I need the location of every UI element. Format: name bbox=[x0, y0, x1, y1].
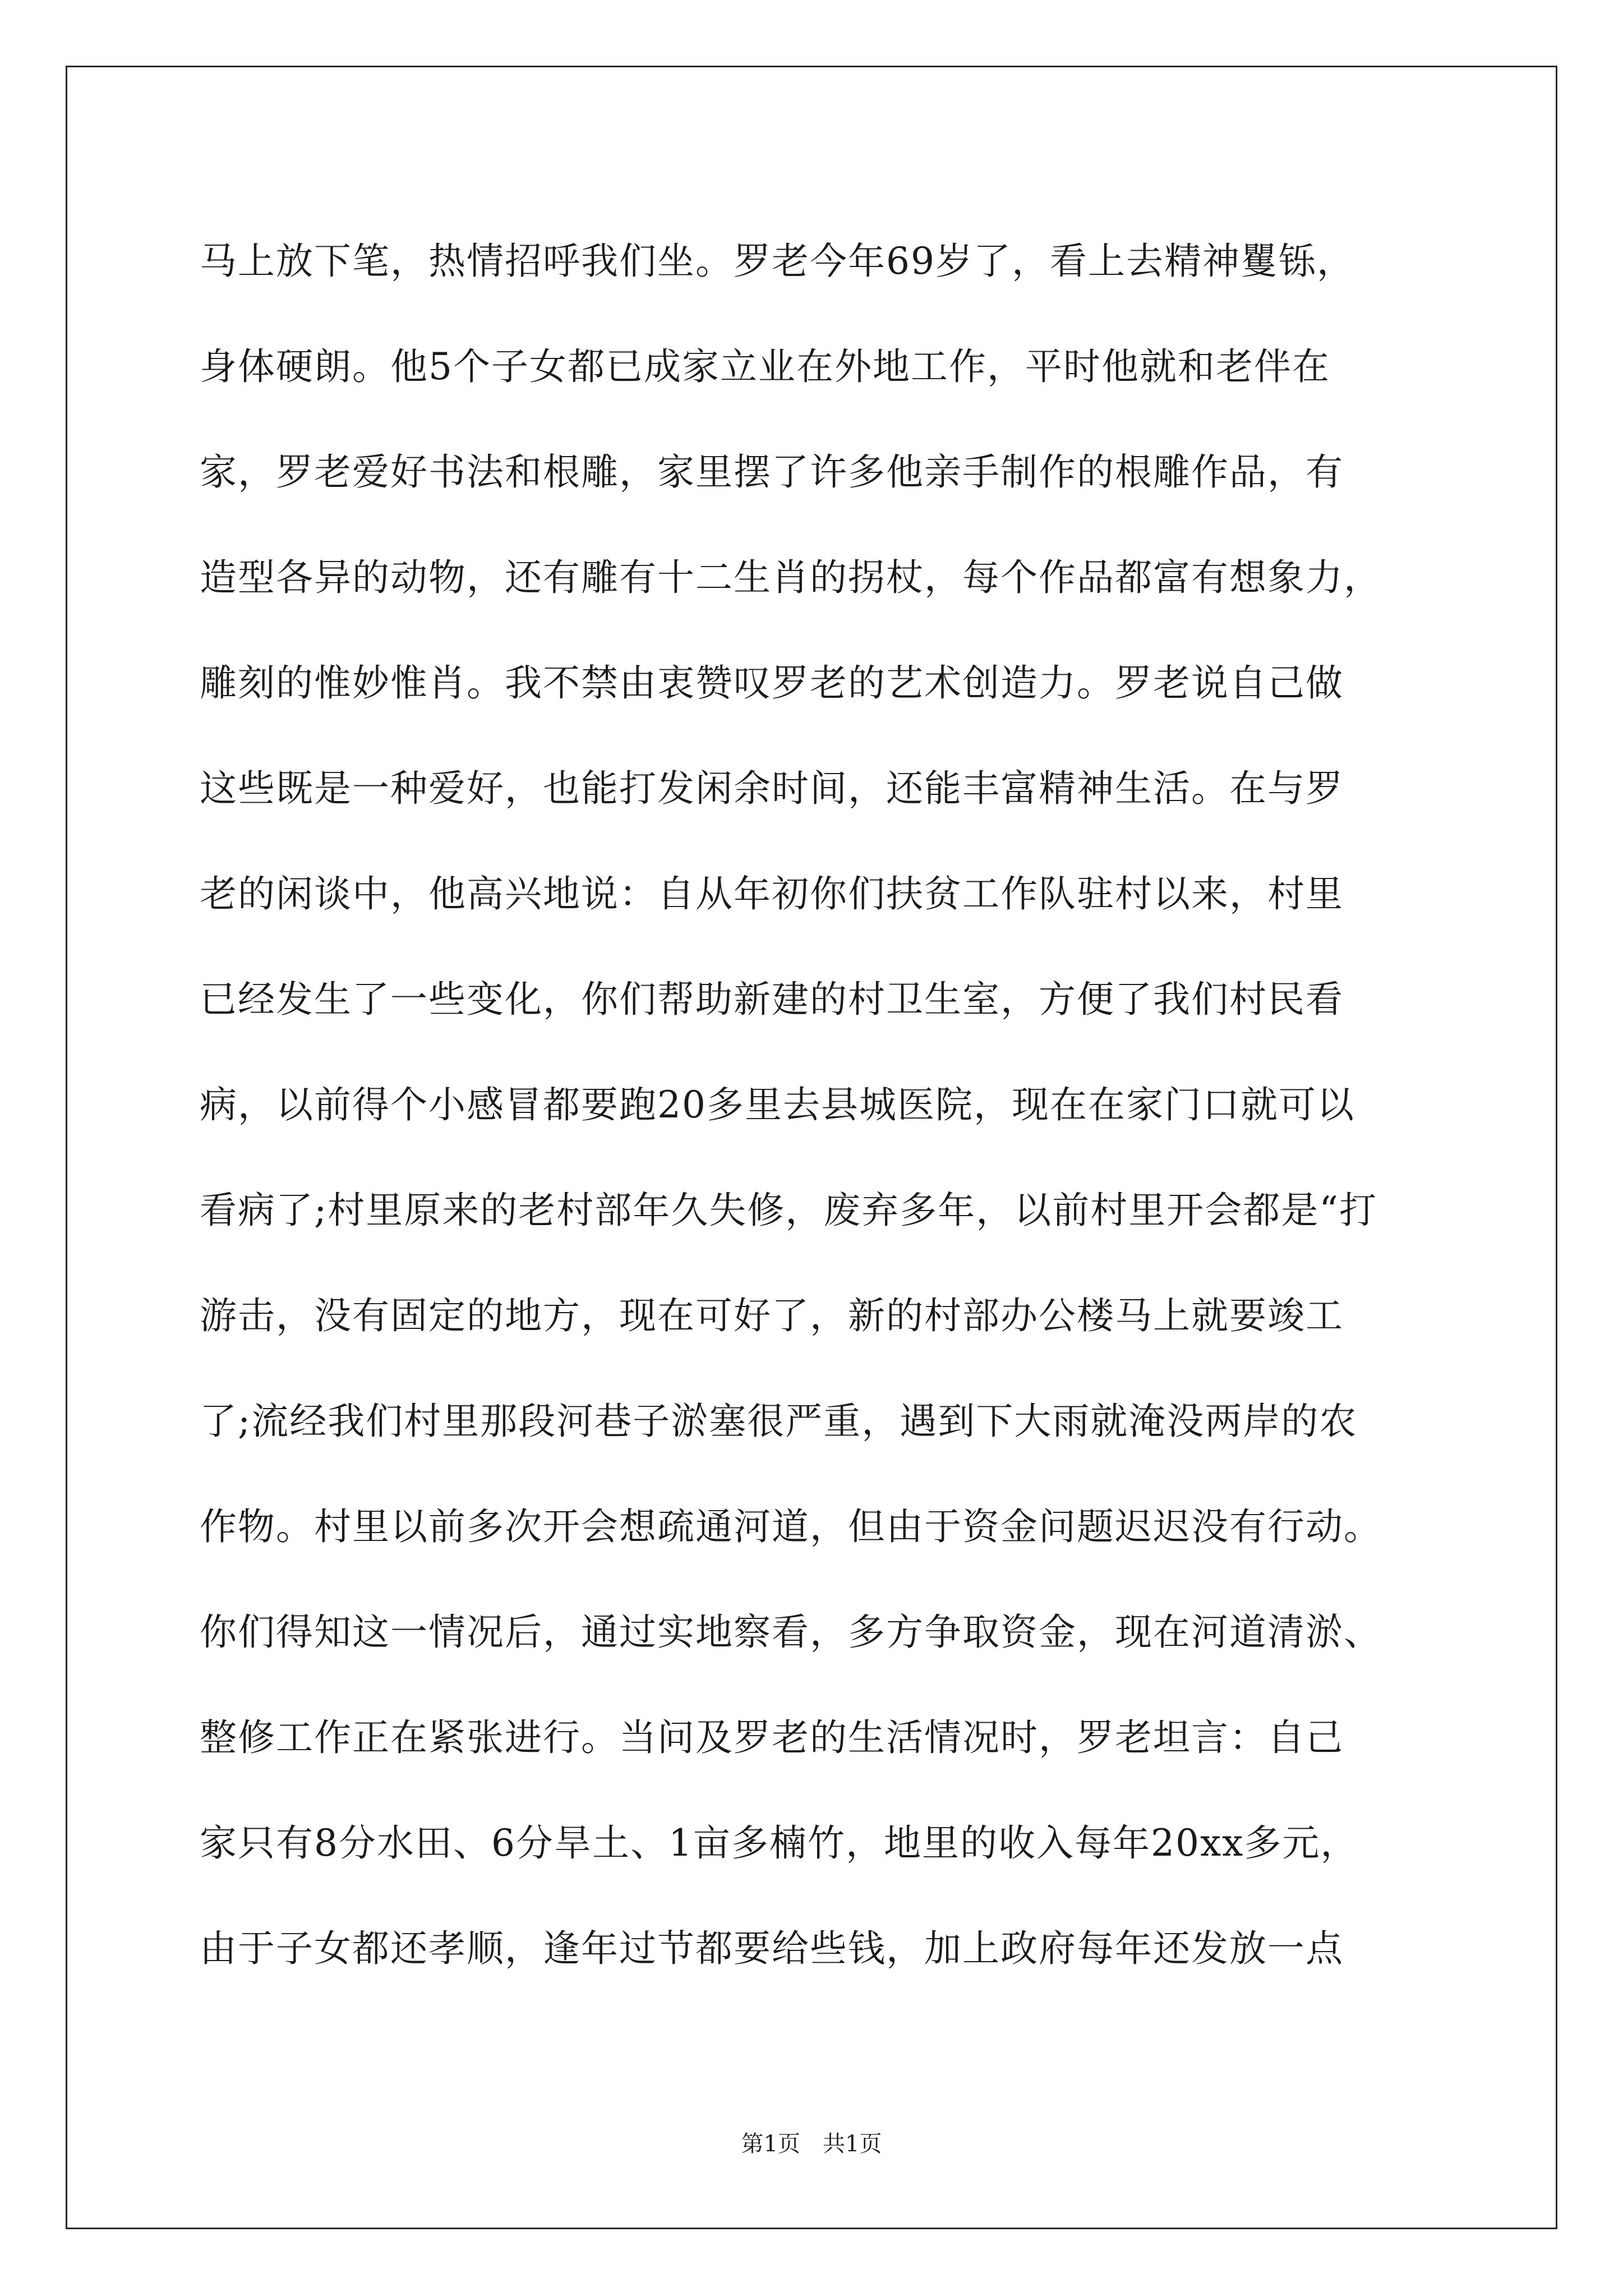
text-line: 由于子女都还孝顺，逢年过节都要给些钱，加上政府每年还发放一点 bbox=[200, 1927, 1344, 1970]
text-line: 整修工作正在紧张进行。当问及罗老的生活情况时，罗老坦言：自己 bbox=[200, 1716, 1344, 1759]
text-line: 造型各异的动物，还有雕有十二生肖的拐杖，每个作品都富有想象力， bbox=[200, 556, 1382, 599]
page-footer bbox=[0, 2127, 1623, 2161]
text-line: 家，罗老爱好书法和根雕，家里摆了许多他亲手制作的根雕作品，有 bbox=[200, 450, 1344, 494]
text-line: 作物。村里以前多次开会想疏通河道，但由于资金问题迟迟没有行动。 bbox=[200, 1505, 1382, 1548]
document-body bbox=[200, 209, 1445, 2001]
page-total: 共1页 bbox=[823, 2131, 882, 2157]
text-line: 了;流经我们村里那段河巷子淤塞很严重，遇到下大雨就淹没两岸的农 bbox=[200, 1400, 1358, 1443]
text-line: 你们得知这一情况后，通过实地察看，多方争取资金，现在河道清淤、 bbox=[200, 1611, 1382, 1654]
text-line: 这些既是一种爱好，也能打发闲余时间，还能丰富精神生活。在与罗 bbox=[200, 767, 1344, 810]
text-line: 看病了;村里原来的老村部年久失修，废弃多年，以前村里开会都是“打 bbox=[200, 1189, 1377, 1232]
text-line: 病，以前得个小感冒都要跑20多里去县城医院，现在在家门口就可以 bbox=[200, 1083, 1355, 1126]
page-number: 第1页 bbox=[741, 2131, 800, 2157]
text-line: 家只有8分水田、6分旱土、1亩多楠竹，地里的收入每年20xx多元， bbox=[200, 1821, 1359, 1865]
text-line: 老的闲谈中，他高兴地说：自从年初你们扶贫工作队驻村以来，村里 bbox=[200, 872, 1344, 915]
text-line: 雕刻的惟妙惟肖。我不禁由衷赞叹罗老的艺术创造力。罗老说自己做 bbox=[200, 661, 1344, 705]
text-line: 马上放下笔，热情招呼我们坐。罗老今年69岁了，看上去精神矍铄， bbox=[200, 240, 1355, 283]
text-line: 已经发生了一些变化，你们帮助新建的村卫生室，方便了我们村民看 bbox=[200, 978, 1344, 1021]
text-line: 身体硬朗。他5个子女都已成家立业在外地工作，平时他就和老伴在 bbox=[200, 345, 1330, 388]
text-line: 游击，没有固定的地方，现在可好了，新的村部办公楼马上就要竣工 bbox=[200, 1294, 1344, 1337]
